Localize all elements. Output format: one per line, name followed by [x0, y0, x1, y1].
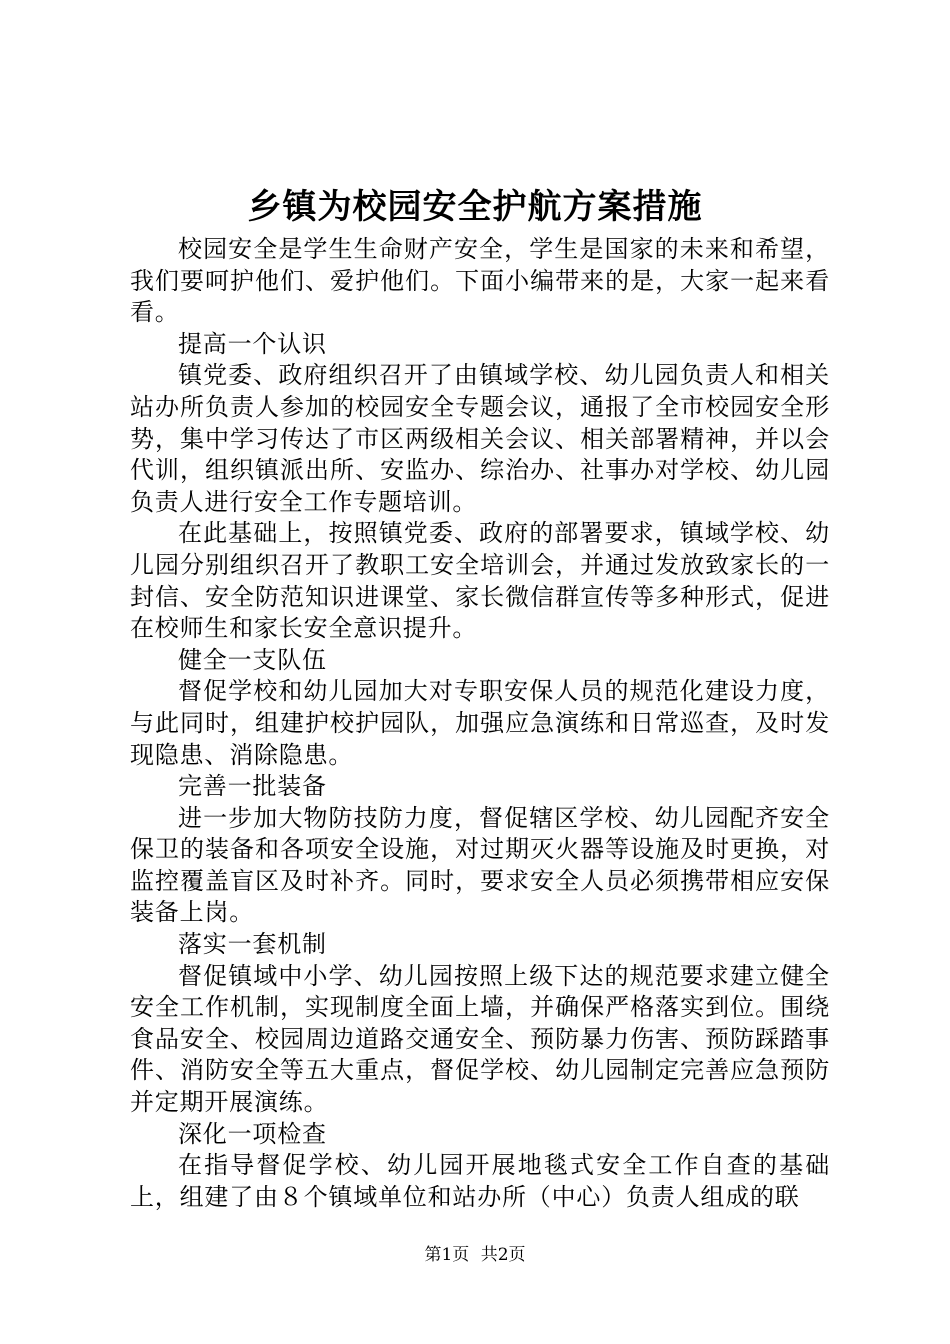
page-footer	[0, 1243, 950, 1267]
body-paragraph: 在指导督促学校、幼儿园开展地毯式安全工作自查的基础上，组建了由８个镇域单位和站办所（中心）负责人组成的联	[130, 1151, 830, 1211]
document-body	[130, 234, 830, 1213]
section-heading: 完善一批装备	[178, 772, 327, 801]
section-heading: 落实一套机制	[178, 930, 327, 959]
section-heading: 深化一项检查	[178, 1119, 327, 1148]
body-paragraph: 进一步加大物防技防力度，督促辖区学校、幼儿园配齐安全保卫的装备和各项安全设施，对过期灭火器等设施及时更换，对监控覆盖盲区及时补齐。同时，要求安全人员必须携带相应安保装备上岗。	[130, 803, 830, 927]
body-paragraph: 督促学校和幼儿园加大对专职安保人员的规范化建设力度，与此同时，组建护校护园队，加强应急演练和日常巡查，及时发现隐患、消除隐患。	[130, 677, 830, 769]
intro-paragraph: 校园安全是学生生命财产安全，学生是国家的未来和希望，我们要呵护他们、爱护他们。下面小编带来的是，大家一起来看看。	[130, 235, 830, 327]
page-number: 第1页	[424, 1245, 470, 1265]
page-total: 共2页	[480, 1245, 526, 1265]
section-heading: 提高一个认识	[178, 329, 327, 358]
body-paragraph: 镇党委、政府组织召开了由镇域学校、幼儿园负责人和相关站办所负责人参加的校园安全专题会议，通报了全市校园安全形势，集中学习传达了市区两级相关会议、相关部署精神，并以会代训，组织镇派出所、安监办、综治办、社事办对学校、幼儿园负责人进行安全工作专题培训。	[130, 361, 830, 516]
body-paragraph: 督促镇域中小学、幼儿园按照上级下达的规范要求建立健全安全工作机制，实现制度全面上墙，并确保严格落实到位。围绕食品安全、校园周边道路交通安全、预防暴力伤害、预防踩踏事件、消防安全等五大重点，督促学校、幼儿园制定完善应急预防并定期开展演练。	[130, 961, 830, 1117]
document-title: 乡镇为校园安全护航方案措施	[247, 187, 703, 227]
section-heading: 健全一支队伍	[178, 645, 327, 674]
body-paragraph: 在此基础上，按照镇党委、政府的部署要求，镇域学校、幼儿园分别组织召开了教职工安全培训会，并通过发放致家长的一封信、安全防范知识进课堂、家长微信群宣传等多种形式，促进在校师生和家长安全意识提升。	[130, 519, 830, 643]
